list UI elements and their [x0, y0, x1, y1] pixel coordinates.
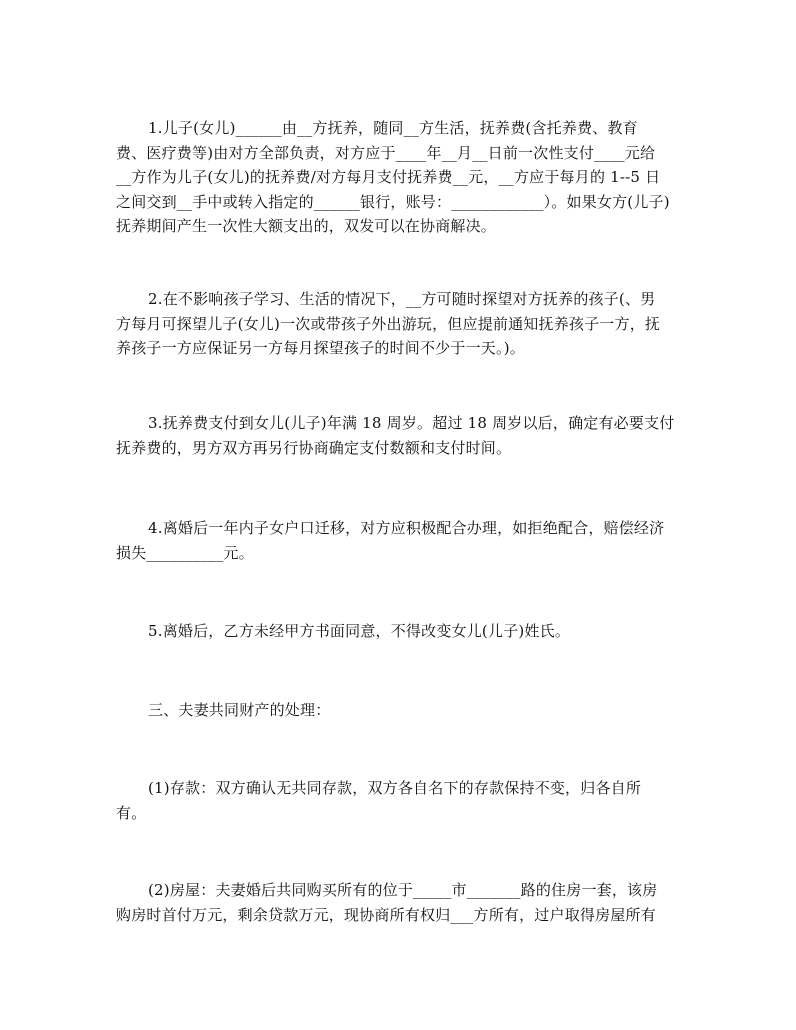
paragraph-housing	[116, 878, 696, 927]
paragraph-line: 购房时首付万元，剩余贷款万元，现协商所有权归___方所有，过户取得房屋所有	[116, 905, 656, 924]
paragraph-surname	[116, 619, 696, 644]
paragraph-line: 有。	[116, 803, 147, 822]
section-heading-joint-property	[116, 698, 696, 723]
paragraph-line: 费、医疗费等)由对方全部负责，对方应于____年__月__日前一次性支付____元给	[116, 143, 656, 162]
paragraph-line: (1)存款：双方确认无共同存款，双方各自名下的存款保持不变，归各自所	[148, 779, 642, 797]
paragraph-line: (2)房屋：夫妻婚后共同购买所有的位于_____市_______路的住房一套，该房	[148, 881, 658, 899]
paragraph-line: 5.离婚后，乙方未经甲方书面同意，不得改变女儿(儿子)姓氏。	[148, 622, 571, 640]
paragraph-line: 1.儿子(女儿)______由__方抚养，随同__方生活，抚养费(含托养费、教育	[148, 119, 638, 137]
paragraph-child-custody	[116, 116, 696, 239]
paragraph-line: 4.离婚后一年内子女户口迁移，对方应积极配合办理，如拒绝配合，赔偿经济	[148, 519, 665, 537]
paragraph-line: 3.抚养费支付到女儿(儿子)年满 18 周岁。超过 18 周岁以后，确定有必要支付	[148, 414, 675, 432]
paragraph-line: 之间交到__手中或转入指定的______银行，账号：____________）。如果女方(儿子)	[116, 192, 670, 211]
section-heading: 三、夫妻共同财产的处理：	[148, 701, 331, 719]
paragraph-support-duration	[116, 411, 696, 460]
paragraph-line: 抚养期间产生一次性大额支出的，双发可以在协商解决。	[116, 217, 497, 235]
paragraph-line: 损失__________元。	[116, 543, 254, 562]
paragraph-household-registration	[116, 516, 696, 565]
paragraph-deposits	[116, 776, 696, 825]
paragraph-line: __方作为儿子(女儿)的抚养费/对方每月支付抚养费__元，__方应于每月的 1--5 日	[116, 168, 661, 186]
paragraph-line: 养孩子一方应保证另一方每月探望孩子的时间不少于一天。)。	[116, 339, 525, 357]
paragraph-visitation	[116, 287, 696, 361]
paragraph-line: 抚养费的，男方双方再另行协商确定支付数额和支付时间。	[116, 438, 512, 457]
paragraph-line: 2.在不影响孩子学习、生活的情况下，__方可随时探望对方抚养的孩子(、男	[148, 290, 656, 308]
paragraph-line: 方每月可探望儿子(女儿)一次或带孩子外出游玩，但应提前通知抚养孩子一方，抚	[116, 314, 661, 333]
